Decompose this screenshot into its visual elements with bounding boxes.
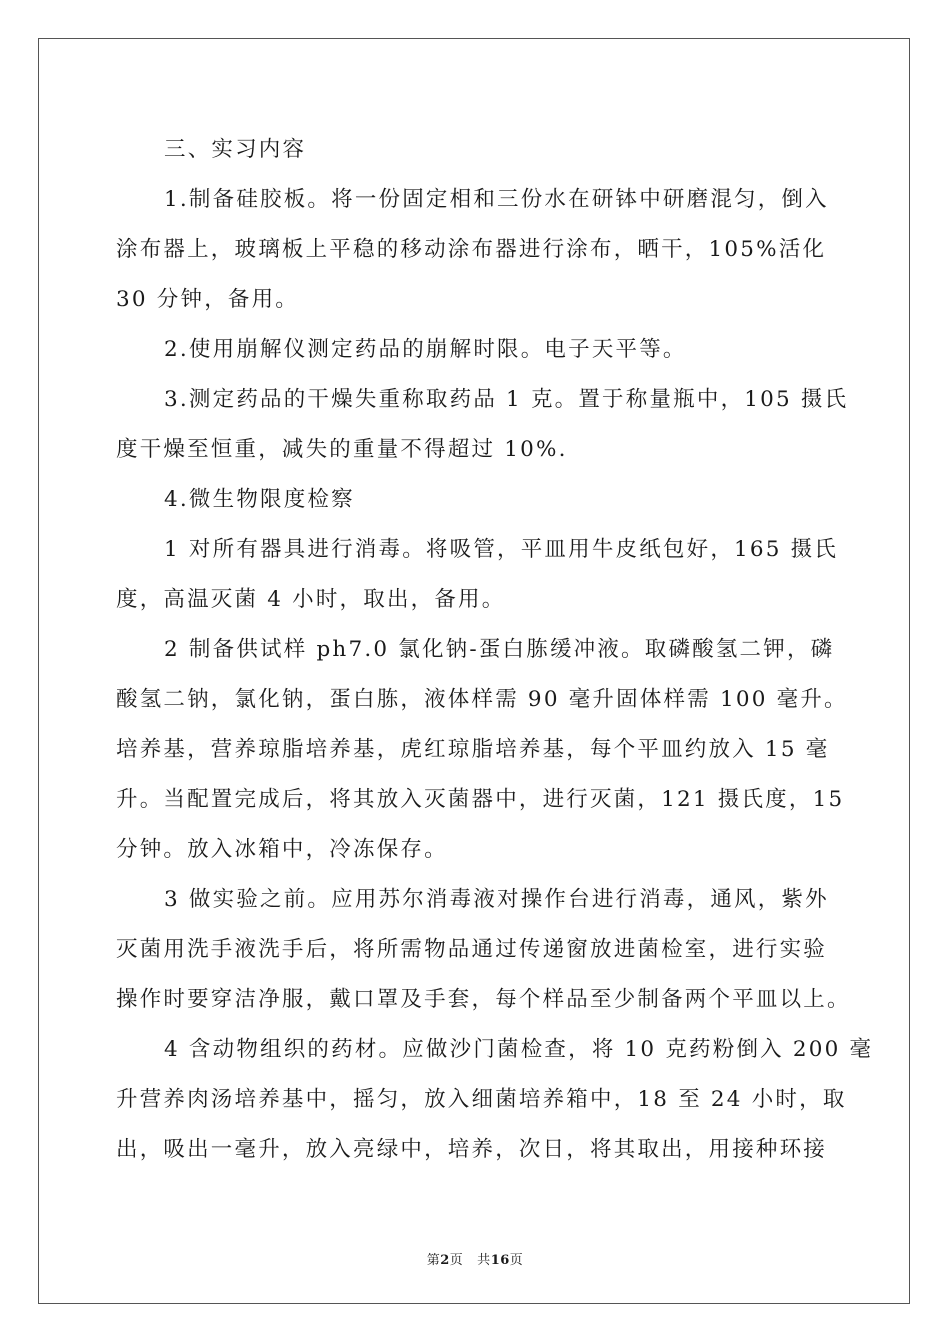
page-border (38, 38, 910, 1304)
paragraph-line: 3.测定药品的干燥失重称取药品 1 克。置于称量瓶中，105 摄氏 (164, 387, 849, 412)
page-suffix: 页 (449, 1253, 464, 1268)
total-prefix: 共 (477, 1253, 491, 1268)
paragraph-line: 升营养肉汤培养基中，摇匀，放入细菌培养箱中，18 至 24 小时，取 (116, 1087, 847, 1112)
total-pages: 16 (490, 1253, 510, 1268)
paragraph-line: 培养基，营养琼脂培养基，虎红琼脂培养基，每个平皿约放入 15 毫 (116, 737, 830, 762)
paragraph-line: 30 分钟，备用。 (116, 287, 299, 312)
paragraph-line: 分钟。放入冰箱中，冷冻保存。 (116, 837, 448, 862)
paragraph-line: 4.微生物限度检察 (164, 487, 355, 512)
section-heading: 三、实习内容 (164, 137, 307, 162)
paragraph-line: 出，吸出一毫升，放入亮绿中，培养，次日，将其取出，用接种环接 (116, 1137, 828, 1162)
paragraph-line: 灭菌用洗手液洗手后，将所需物品通过传递窗放进菌检室，进行实验 (116, 937, 828, 962)
paragraph-line: 度干燥至恒重，减失的重量不得超过 10%. (116, 437, 568, 462)
paragraph-line: 涂布器上，玻璃板上平稳的移动涂布器进行涂布，晒干，105%活化 (116, 237, 827, 262)
paragraph-line: 3 做实验之前。应用苏尔消毒液对操作台进行消毒，通风，紫外 (164, 887, 829, 912)
paragraph-line: 2.使用崩解仪测定药品的崩解时限。电子天平等。 (164, 337, 687, 362)
paragraph-line: 1 对所有器具进行消毒。将吸管，平皿用牛皮纸包好，165 摄氏 (164, 537, 839, 562)
paragraph-line: 升。当配置完成后，将其放入灭菌器中，进行灭菌，121 摄氏度，15 (116, 787, 845, 812)
page-prefix: 第 (426, 1253, 441, 1268)
paragraph-line: 2 制备供试样 ph7.0 氯化钠-蛋白胨缓冲液。取磷酸氢二钾，磷 (164, 637, 835, 662)
paragraph-line: 度，高温灭菌 4 小时，取出，备用。 (116, 587, 506, 612)
paragraph-line: 酸氢二钠，氯化钠，蛋白胨，液体样需 90 毫升固体样需 100 毫升。 (116, 687, 848, 712)
page-number: 2 (440, 1253, 450, 1268)
total-suffix: 页 (509, 1253, 524, 1268)
paragraph-line: 4 含动物组织的药材。应做沙门菌检查，将 10 克药粉倒入 200 毫 (164, 1037, 874, 1062)
page-footer (0, 1249, 950, 1268)
paragraph-line: 1.制备硅胶板。将一份固定相和三份水在研钵中研磨混匀，倒入 (164, 187, 829, 212)
paragraph-line: 操作时要穿洁净服，戴口罩及手套，每个样品至少制备两个平皿以上。 (116, 987, 851, 1012)
